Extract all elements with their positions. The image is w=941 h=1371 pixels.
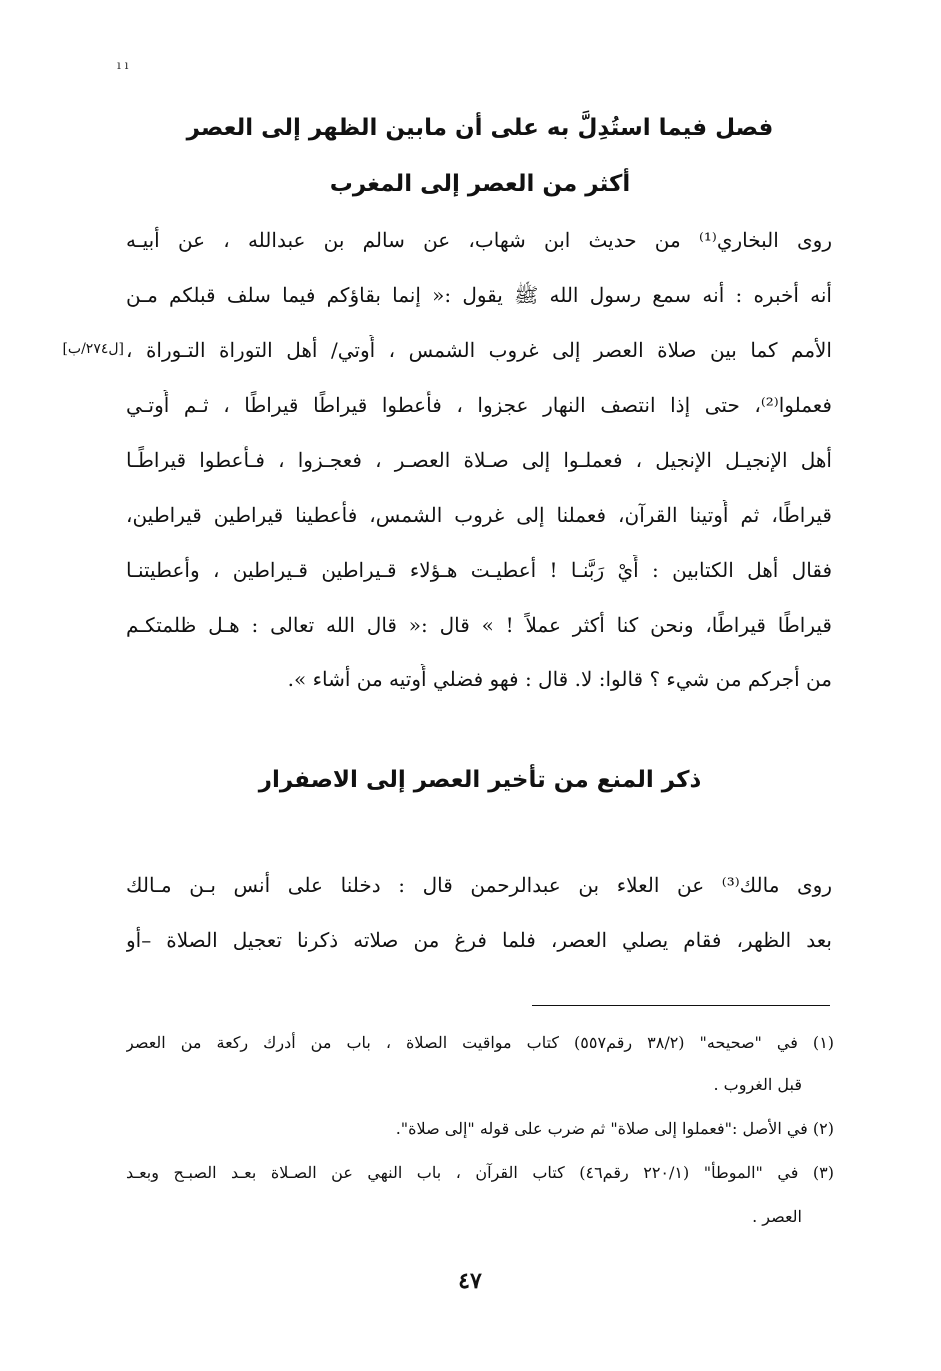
paragraph-line: قيراطًا قيراطًا، ونحن كنا أكثر عملاً ! » قال :« قال الله تعالى : هـل ظلمتكـم — [126, 613, 832, 637]
footnote-separator — [532, 1005, 830, 1006]
page-number: ٤٧ — [458, 1268, 482, 1294]
paragraph-line: فقال أهل الكتابين : أَيْ رَبَّنـا ! أعطيـت هـؤلاء قـيراطين قـيراطين ، وأعطيتنـا — [126, 558, 832, 582]
paragraph-line: بعد الظهر، فقام يصلي العصر، فلما فرغ من صلاته ذكرنا تعجيل الصلاة –أو — [126, 928, 832, 952]
scan-speck: ı ı — [117, 58, 129, 72]
section-heading-line-2: أكثر من العصر إلى المغرب — [329, 171, 631, 197]
paragraph-line: فعملوا⁽²⁾، حتى إذا انتصف النهار عجزوا ، فأُعطوا قيراطًا قيراطًا ، ثـم أُوتـي — [126, 393, 832, 417]
paragraph-line: قيراطًا، ثم أُوتينا القرآن، فعملنا إلى غروب الشمس، فأُعطينا قيراطين قيراطين، — [126, 503, 832, 527]
footnote-line: (٣) في "الموطأ" (٢٢٠/١ رقم٤٦) كتاب القرآن ، باب النهي عن الصـلاة بعـد الصبـح وبعـد — [126, 1163, 834, 1182]
paragraph-line: روى البخاري⁽¹⁾ من حديث ابن شهاب، عن سالم بن عبدالله ، عن أبيـه — [126, 228, 832, 252]
section-heading-line-1: فصل فيما استُدِلَّ به على أن مابين الظهر إلى العصر — [186, 115, 774, 141]
paragraph-line: أنه أخبره : أنه سمع رسول الله ﷺ يقول :« إنما بقاؤكم فيما سلف قبلكم مـن — [126, 283, 832, 307]
paragraph-line: من أجركم من شيء ؟ قالوا: لا. قال : فهو فضلي أُوتيه من أشاء ». — [287, 667, 832, 691]
footnote-line: العصر . — [752, 1207, 802, 1226]
section-heading-2: ذكر المنع من تأخير العصر إلى الاصفرار — [258, 767, 702, 793]
paragraph-line: أهل الإنجيـل الإنجيل ، فعملـوا إلى صـلاة العصـر ، فعجـزوا ، فـأُعطوا قيراطًـا — [126, 448, 832, 472]
manuscript-folio-note: [ل٢٧٤/ب] — [62, 341, 124, 357]
footnote-line: قبل الغروب . — [713, 1075, 802, 1094]
paragraph-line: روى مالك⁽³⁾ عن العلاء بن عبدالرحمن قال : دخلنا على أنس بـن مـالك — [126, 873, 832, 897]
paragraph-line: الأمم كما بين صلاة العصر إلى غروب الشمس ، أُوتي/ أهل التوراة التـوراة ، — [126, 338, 832, 362]
footnote-line: (٢) في الأصل :"فعملوا إلى صلاة" ثم ضرب على قوله "إلى صلاة". — [395, 1119, 834, 1138]
footnote-line: (١) في "صحيحه" (٣٨/٢ رقم٥٥٧) كتاب مواقيت الصلاة ، باب من أدرك ركعة من العصر — [126, 1033, 834, 1052]
